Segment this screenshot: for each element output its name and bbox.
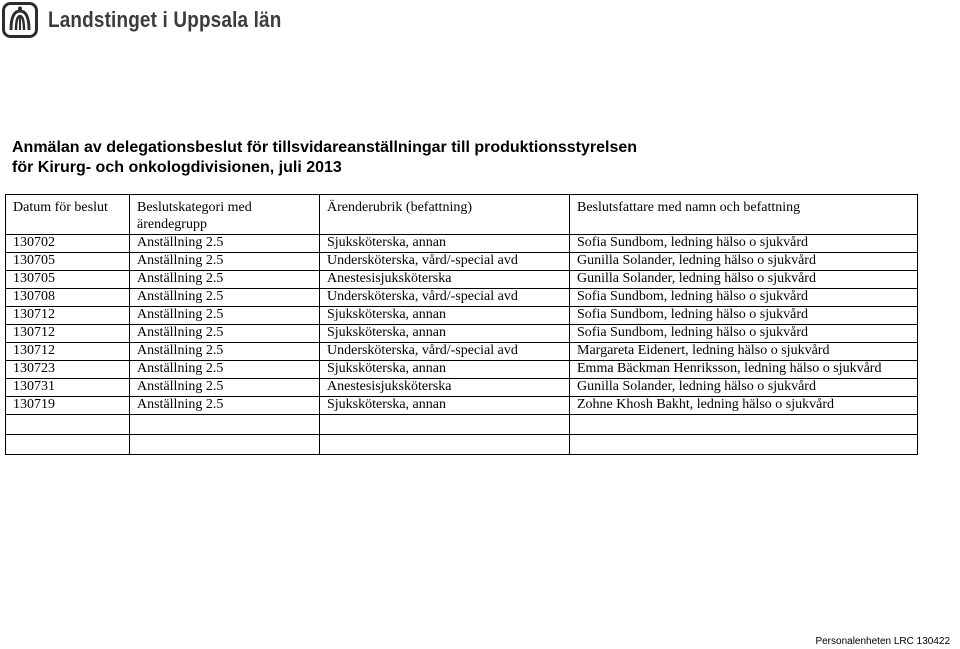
empty-table-row — [6, 415, 918, 435]
cell-date: 130712 — [6, 325, 130, 343]
cell-category: Anställning 2.5 — [130, 325, 320, 343]
column-header-category: Beslutskategori med ärendegrupp — [130, 195, 320, 235]
table-row — [6, 325, 918, 343]
cell-subject: Anestesisjuksköterska — [320, 379, 570, 397]
cell-decision-maker: Sofia Sundbom, ledning hälso o sjukvård — [570, 307, 918, 325]
cell-subject: Anestesisjuksköterska — [320, 271, 570, 289]
table-row — [6, 253, 918, 271]
cell-category: Anställning 2.5 — [130, 289, 320, 307]
cell-category: Anställning 2.5 — [130, 253, 320, 271]
cell-subject: Sjuksköterska, annan — [320, 235, 570, 253]
table-row — [6, 307, 918, 325]
cell-date: 130723 — [6, 361, 130, 379]
cell-subject: Undersköterska, vård/-special avd — [320, 253, 570, 271]
cell-decision-maker — [570, 435, 918, 455]
cell-subject — [320, 435, 570, 455]
cell-date: 130702 — [6, 235, 130, 253]
cell-subject — [320, 415, 570, 435]
cell-date: 130708 — [6, 289, 130, 307]
cell-subject: Undersköterska, vård/-special avd — [320, 289, 570, 307]
cell-date: 130731 — [6, 379, 130, 397]
delegation-decisions-table — [5, 194, 918, 455]
cell-subject: Sjuksköterska, annan — [320, 325, 570, 343]
page-title — [12, 138, 637, 178]
cell-decision-maker: Gunilla Solander, ledning hälso o sjukvård — [570, 253, 918, 271]
cell-category: Anställning 2.5 — [130, 397, 320, 415]
cell-decision-maker: Gunilla Solander, ledning hälso o sjukvård — [570, 271, 918, 289]
cell-date: 130712 — [6, 343, 130, 361]
table-row — [6, 343, 918, 361]
cell-category — [130, 435, 320, 455]
cell-decision-maker: Sofia Sundbom, ledning hälso o sjukvård — [570, 289, 918, 307]
cell-decision-maker: Sofia Sundbom, ledning hälso o sjukvård — [570, 325, 918, 343]
cell-subject: Sjuksköterska, annan — [320, 307, 570, 325]
table-row — [6, 361, 918, 379]
cell-decision-maker: Gunilla Solander, ledning hälso o sjukvård — [570, 379, 918, 397]
title-line-1: Anmälan av delegationsbeslut för tillsvidareanställningar till produktionsstyrelsen — [12, 139, 638, 156]
cell-subject: Sjuksköterska, annan — [320, 361, 570, 379]
organization-name: Landstinget i Uppsala län — [48, 7, 282, 32]
table-row — [6, 379, 918, 397]
cell-date — [6, 435, 130, 455]
cell-decision-maker: Zohne Khosh Bakht, ledning hälso o sjukvård — [570, 397, 918, 415]
cell-category: Anställning 2.5 — [130, 343, 320, 361]
cell-category — [130, 415, 320, 435]
cell-date — [6, 415, 130, 435]
landstinget-emblem-icon — [2, 2, 38, 38]
cell-date: 130705 — [6, 253, 130, 271]
table-row — [6, 289, 918, 307]
cell-category: Anställning 2.5 — [130, 307, 320, 325]
empty-table-row — [6, 435, 918, 455]
cell-decision-maker: Margareta Eidenert, ledning hälso o sjukvård — [570, 343, 918, 361]
cell-category: Anställning 2.5 — [130, 235, 320, 253]
cell-decision-maker — [570, 415, 918, 435]
cell-subject: Sjuksköterska, annan — [320, 397, 570, 415]
cell-subject: Undersköterska, vård/-special avd — [320, 343, 570, 361]
footer-reference: Personalenheten LRC 130422 — [815, 636, 950, 647]
table-header-row — [6, 195, 918, 235]
cell-date: 130705 — [6, 271, 130, 289]
column-header-decision-maker: Beslutsfattare med namn och befattning — [570, 195, 918, 235]
table-row — [6, 271, 918, 289]
logo — [2, 2, 319, 38]
column-header-subject: Ärenderubrik (befattning) — [320, 195, 570, 235]
cell-category: Anställning 2.5 — [130, 361, 320, 379]
cell-decision-maker: Sofia Sundbom, ledning hälso o sjukvård — [570, 235, 918, 253]
cell-date: 130712 — [6, 307, 130, 325]
cell-decision-maker: Emma Bäckman Henriksson, ledning hälso o sjukvård — [570, 361, 918, 379]
cell-category: Anställning 2.5 — [130, 271, 320, 289]
table-row — [6, 235, 918, 253]
title-line-2: för Kirurg- och onkologdivisionen, juli 2013 — [12, 159, 342, 176]
table-row — [6, 397, 918, 415]
column-header-date: Datum för beslut — [6, 195, 130, 235]
cell-date: 130719 — [6, 397, 130, 415]
cell-category: Anställning 2.5 — [130, 379, 320, 397]
